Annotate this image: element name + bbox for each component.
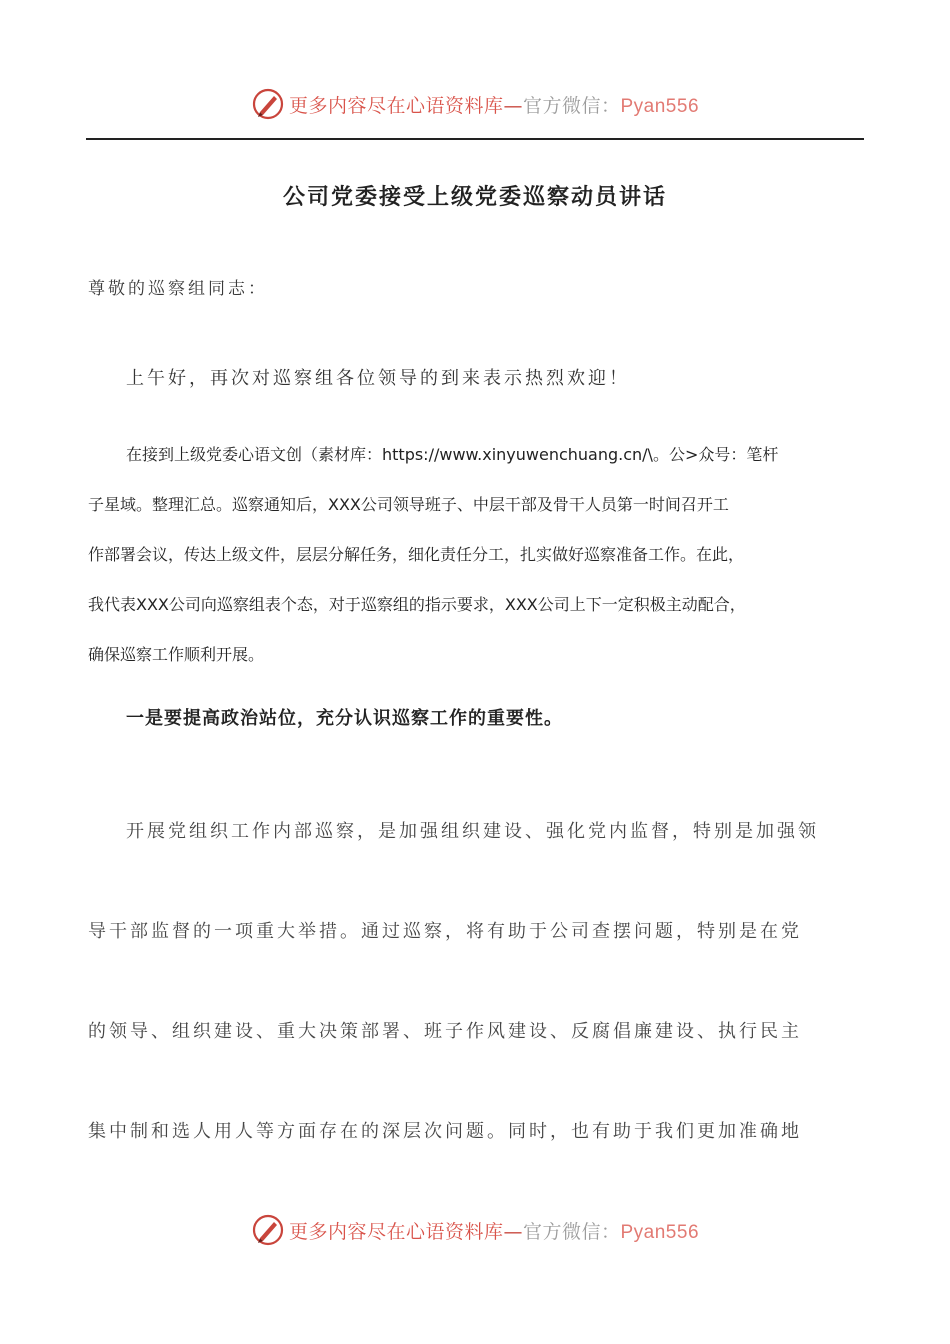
paragraph-line: 子星域。整理汇总。巡察通知后，XXX公司领导班子、中层干部及骨干人员第一时间召开工	[88, 495, 729, 514]
banner-wechat-label: 官方微信：	[522, 94, 621, 117]
banner-wechat-label: 官方微信：	[522, 1220, 621, 1243]
header-divider	[86, 138, 864, 140]
pen-logo-icon	[251, 87, 285, 121]
paragraph-line: 的领导、组织建设、重大决策部署、班子作风建设、反腐倡廉建设、执行民主	[88, 1021, 802, 1042]
section-heading: 一是要提高政治站位，充分认识巡察工作的重要性。	[126, 708, 563, 729]
paragraph-line: 作部署会议，传达上级文件，层层分解任务，细化责任分工，扎实做好巡察准备工作。在此，	[88, 545, 745, 564]
header-banner	[0, 84, 950, 124]
footer-banner	[0, 1210, 950, 1250]
banner-text	[289, 91, 699, 118]
paragraph-line: 开展党组织工作内部巡察，是加强组织建设、强化党内监督，特别是加强领	[126, 821, 819, 842]
banner-wechat-id: Pyan556	[620, 1221, 700, 1243]
paragraph-body	[88, 782, 868, 1182]
salutation: 尊敬的巡察组同志：	[88, 279, 268, 299]
paragraph-line: 确保巡察工作顺利开展。	[88, 645, 265, 664]
greeting-line: 上午好，再次对巡察组各位领导的到来表示热烈欢迎！	[126, 368, 630, 389]
banner-main: 更多内容尽在心语资料库	[288, 94, 504, 117]
paragraph-line: 集中制和选人用人等方面存在的深层次问题。同时，也有助于我们更加准确地	[88, 1121, 802, 1142]
paragraph-intro	[88, 430, 868, 680]
document-title: 公司党委接受上级党委巡察动员讲话	[282, 184, 667, 210]
paragraph-line: 我代表XXX公司向巡察组表个态，对于巡察组的指示要求，XXX公司上下一定积极主动配合，	[88, 595, 746, 614]
pen-logo-icon	[251, 1213, 285, 1247]
paragraph-line: 导干部监督的一项重大举措。通过巡察，将有助于公司查摆问题，特别是在党	[88, 921, 802, 942]
paragraph-line: 在接到上级党委心语文创（素材库：https://www.xinyuwenchuang.cn/\。公>众号：笔杆	[126, 445, 779, 464]
banner-text	[289, 1217, 699, 1244]
banner-wechat-id: Pyan556	[620, 95, 700, 117]
banner-dash: —	[503, 1220, 523, 1243]
banner-main: 更多内容尽在心语资料库	[288, 1220, 504, 1243]
banner-dash: —	[503, 94, 523, 117]
